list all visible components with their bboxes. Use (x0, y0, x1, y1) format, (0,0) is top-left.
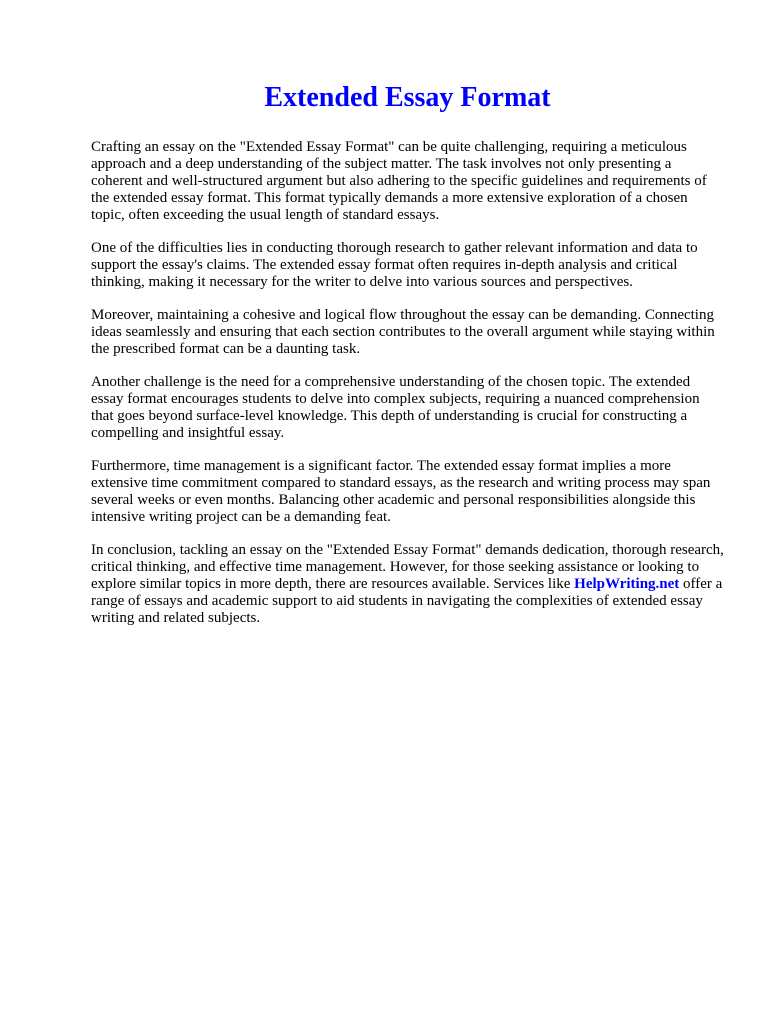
essay-body (91, 139, 724, 627)
page-title: Extended Essay Format (264, 82, 551, 113)
paragraph-understanding: Another challenge is the need for a comprehensive understanding of the chosen topic. The extended essay format encourages students to delve into complex subjects, requiring a nuanced comprehension that goes beyond surface-level knowledge. This depth of understanding is crucial for constructing a compelling and insightful essay. (91, 374, 700, 441)
conclusion-text-after-link: offer a range of essays and academic support to aid students in navigating the complexities of extended essay writing and related subjects. (91, 576, 723, 626)
paragraph-flow: Moreover, maintaining a cohesive and logical flow throughout the essay can be demanding. Connecting ideas seamlessly and ensuring that each section contributes to the overall argument while staying within the prescribed format can be a daunting task. (91, 307, 715, 357)
paragraph-research: One of the difficulties lies in conducting thorough research to gather relevant information and data to support the essay's claims. The extended essay format often requires in-depth analysis and critical thinking, making it necessary for the writer to delve into various sources and perspectives. (91, 240, 698, 290)
paragraph-time-management: Furthermore, time management is a significant factor. The extended essay format implies a more extensive time commitment compared to standard essays, as the research and writing process may span several weeks or even months. Balancing other academic and personal responsibilities alongside this intensive writing project can be a demanding feat. (91, 458, 711, 525)
paragraph-intro: Crafting an essay on the "Extended Essay Format" can be quite challenging, requiring a meticulous approach and a deep understanding of the subject matter. The task involves not only presenting a coherent and well-structured argument but also adhering to the specific guidelines and requirements of the extended essay format. This format typically demands a more extensive exploration of a chosen topic, often exceeding the usual length of standard essays. (91, 139, 707, 223)
paragraph-conclusion (91, 542, 724, 627)
conclusion-text-before-link: In conclusion, tackling an essay on the "Extended Essay Format" demands dedication, thorough research, critical thinking, and effective time management. However, for those seeking assistance or looking to explore similar topics in more depth, there are resources available. Services like (91, 542, 724, 592)
helpwriting-link[interactable]: HelpWriting.net (574, 576, 680, 592)
